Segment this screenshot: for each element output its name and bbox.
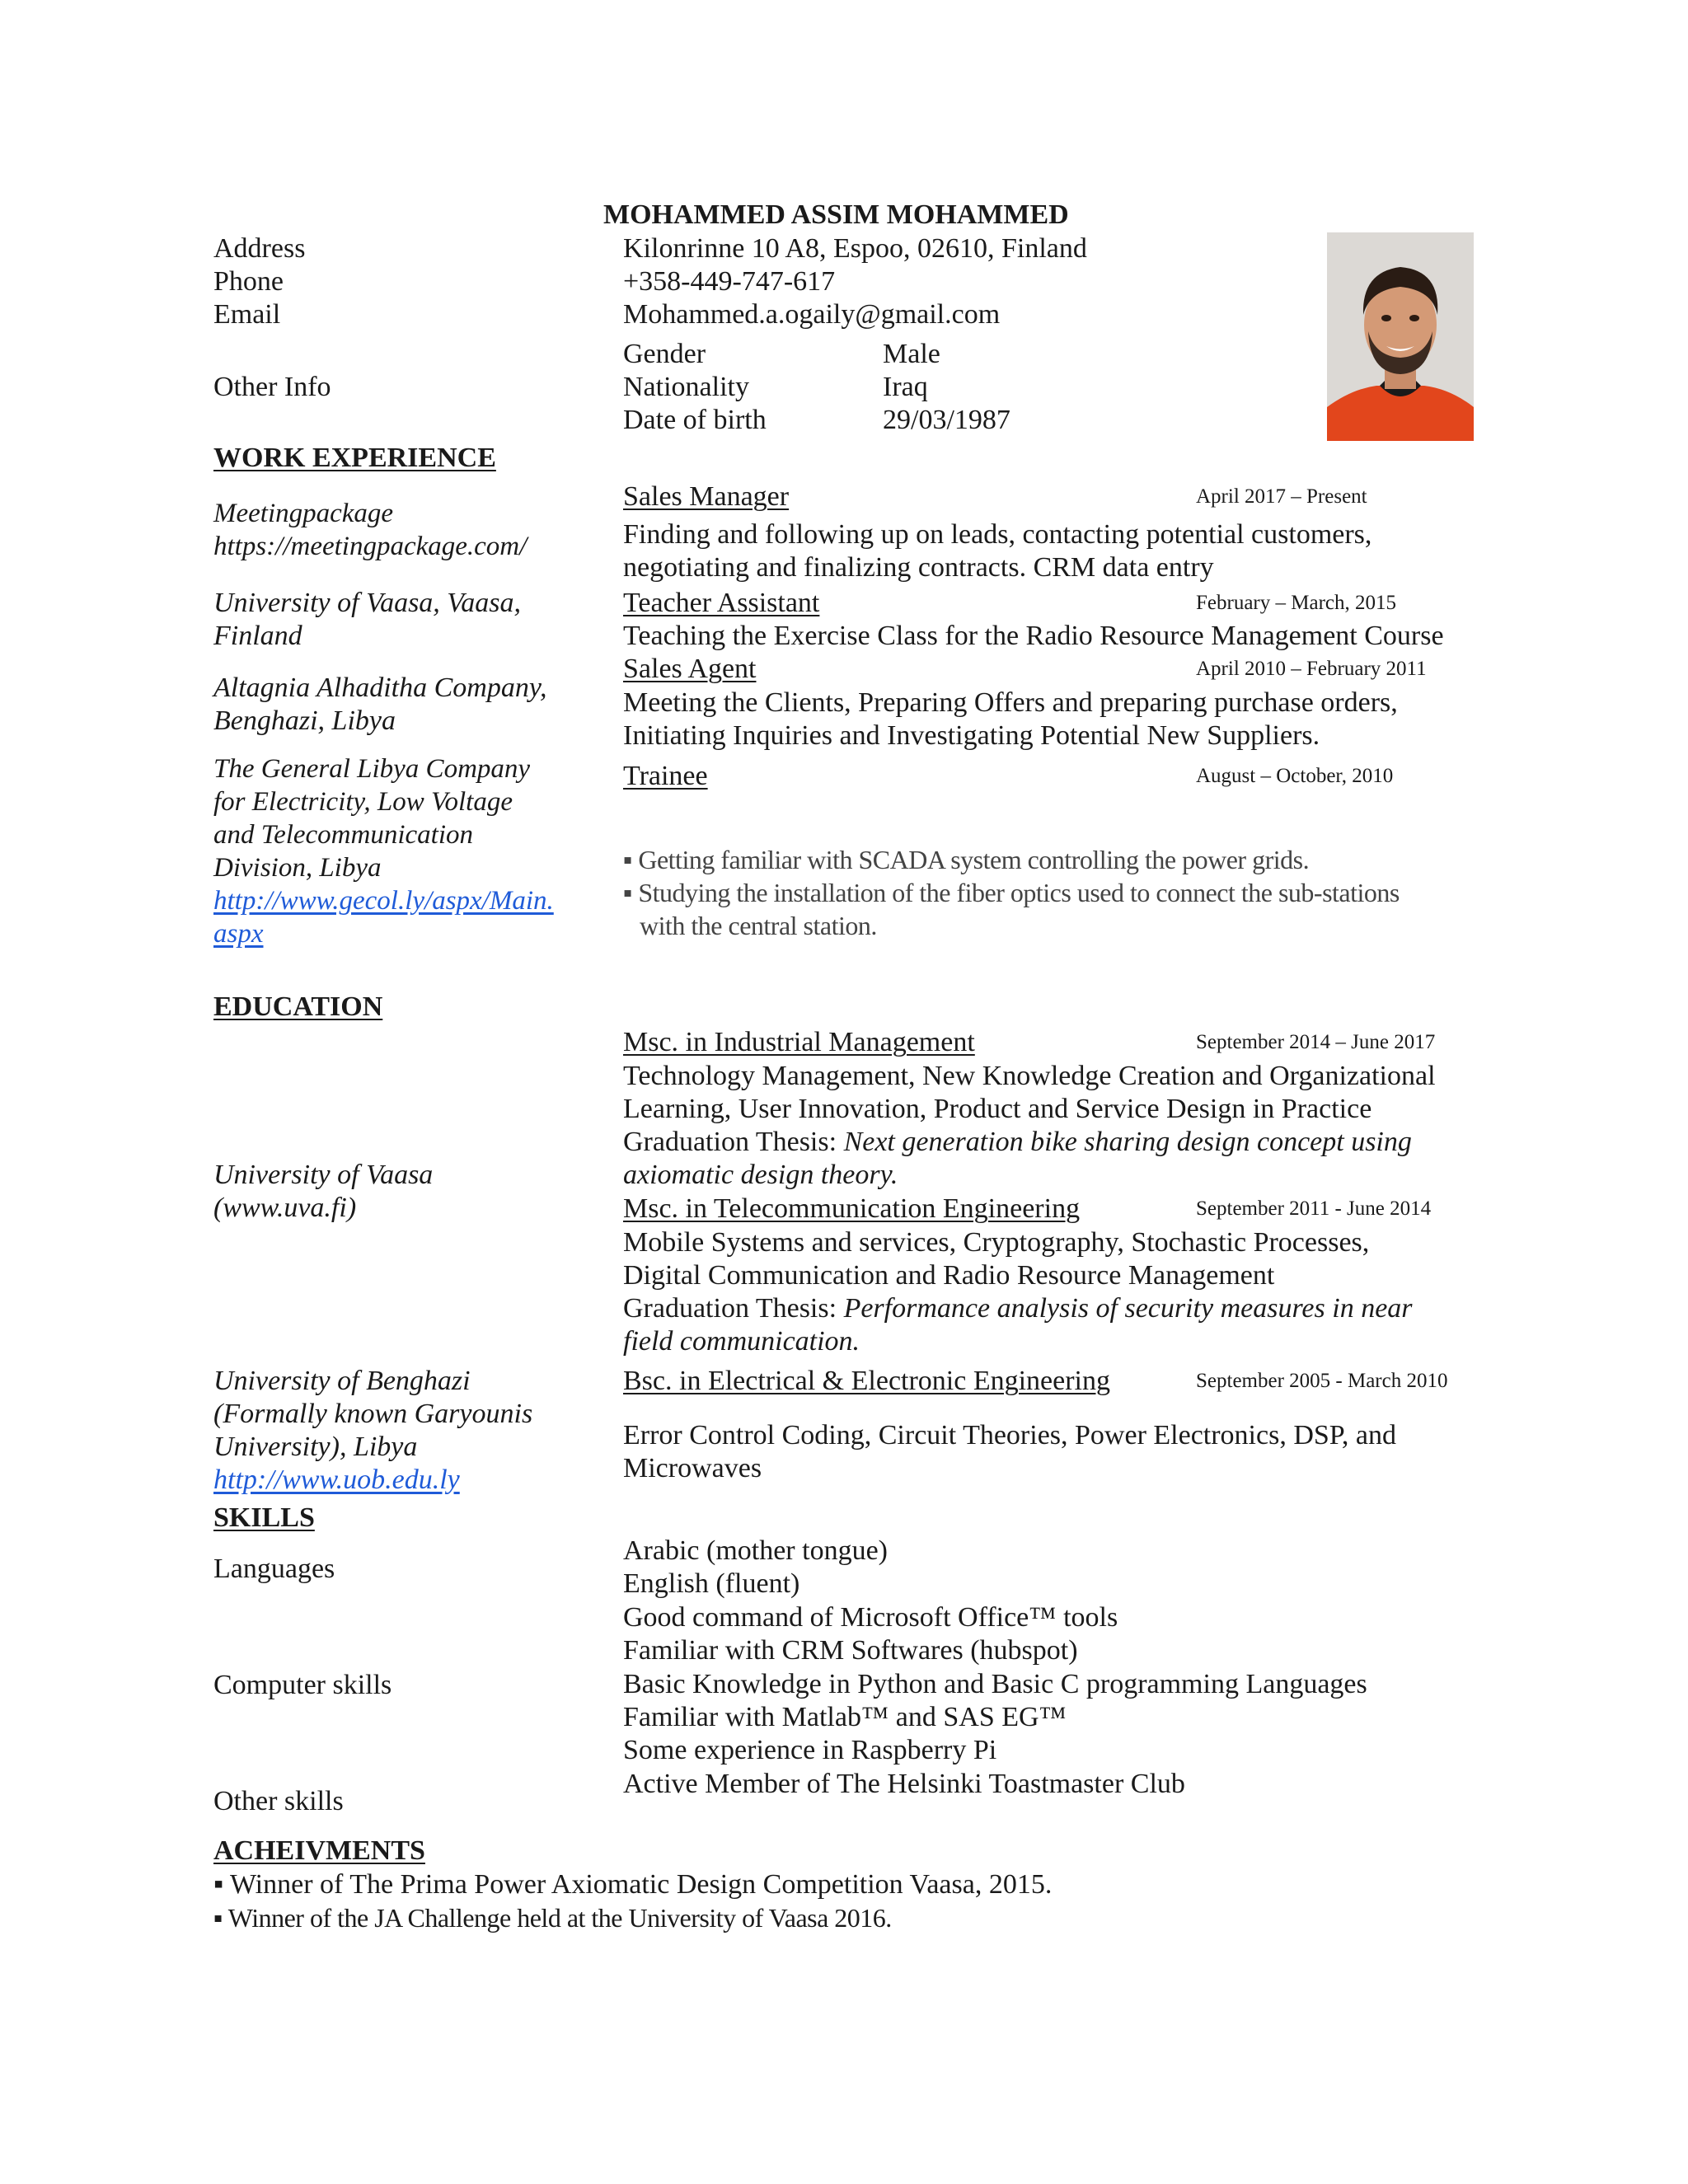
languages-label: Languages	[213, 1554, 335, 1584]
dob-label: Date of birth	[623, 405, 767, 435]
bullet-item: ▪ Studying the installation of the fiber optics used to connect the sub-stations	[623, 878, 1400, 907]
thesis-label: Graduation Thesis:	[623, 1293, 844, 1324]
university-benghazi: University of Benghazi	[213, 1366, 471, 1396]
skill-item: English (fluent)	[623, 1568, 800, 1599]
degree-title: Msc. in Telecommunication Engineering	[623, 1193, 1081, 1224]
thesis-title: Performance analysis of security measures in near	[843, 1293, 1413, 1324]
skill-item: Familiar with CRM Softwares (hubspot)	[623, 1635, 1078, 1666]
section-heading-education: EDUCATION	[213, 991, 383, 1022]
skill-item: Good command of Microsoft Office™ tools	[623, 1602, 1118, 1633]
degree-date: September 2011 - June 2014	[1196, 1197, 1432, 1220]
nationality-value: Iraq	[883, 372, 928, 402]
bullet-item-continuation: with the central station.	[640, 911, 877, 940]
skill-item: Familiar with Matlab™ and SAS EG™	[623, 1702, 1067, 1732]
org-university-vaasa: Finland	[213, 621, 302, 651]
uob-link[interactable]: http://www.uob.edu.ly	[213, 1465, 460, 1495]
phone-label: Phone	[213, 266, 284, 297]
thesis-title: axiomatic design theory.	[623, 1160, 898, 1190]
computer-skills-label: Computer skills	[213, 1670, 392, 1700]
job-title-sales-agent: Sales Agent	[623, 654, 757, 684]
degree-description: Digital Communication and Radio Resource Management	[623, 1260, 1275, 1291]
thesis-label: Graduation Thesis:	[623, 1127, 844, 1157]
degree-description: Error Control Coding, Circuit Theories, Power Electronics, DSP, and	[623, 1420, 1397, 1451]
job-description: Initiating Inquiries and Investigating Potential New Suppliers.	[623, 720, 1320, 751]
job-title-trainee: Trainee	[623, 761, 708, 791]
thesis-title: Next generation bike sharing design concept using	[843, 1127, 1412, 1157]
job-description: negotiating and finalizing contracts. CRM data entry	[623, 552, 1214, 583]
job-date: February – March, 2015	[1196, 592, 1396, 614]
org-university-vaasa: University of Vaasa, Vaasa,	[213, 588, 522, 618]
skill-item: Some experience in Raspberry Pi	[623, 1735, 997, 1765]
university-vaasa-url: (www.uva.fi)	[213, 1193, 357, 1223]
degree-thesis	[623, 1126, 1412, 1159]
org-gecol: Division, Libya	[213, 853, 382, 883]
resume-name: MOHAMMED ASSIM MOHAMMED	[603, 199, 1069, 230]
degree-description: Learning, User Innovation, Product and Service Design in Practice	[623, 1094, 1372, 1124]
other-info-label: Other Info	[213, 372, 331, 402]
org-altagnia: Benghazi, Libya	[213, 705, 396, 736]
address-label: Address	[213, 233, 306, 264]
job-date: April 2017 – Present	[1196, 485, 1367, 508]
org-meetingpackage: Meetingpackage	[213, 499, 394, 528]
gecol-link[interactable]: http://www.gecol.ly/aspx/Main.	[213, 886, 554, 916]
job-title-teacher-assistant: Teacher Assistant	[623, 588, 820, 618]
org-gecol: The General Libya Company	[213, 754, 531, 784]
job-description: Teaching the Exercise Class for the Radio Resource Management Course	[623, 621, 1444, 651]
org-altagnia: Altagnia Alhaditha Company,	[213, 673, 547, 703]
dob-value: 29/03/1987	[883, 405, 1010, 435]
achievement-item: ▪ Winner of the JA Challenge held at the University of Vaasa 2016.	[213, 1903, 892, 1933]
skill-item: Active Member of The Helsinki Toastmaster Club	[623, 1769, 1185, 1799]
achievement-item: ▪ Winner of The Prima Power Axiomatic Design Competition Vaasa, 2015.	[213, 1869, 1053, 1900]
degree-description: Microwaves	[623, 1453, 762, 1483]
job-description: Finding and following up on leads, contacting potential customers,	[623, 519, 1372, 550]
section-heading-achievements: ACHEIVMENTS	[213, 1835, 425, 1866]
job-title-sales-manager: Sales Manager	[623, 481, 790, 512]
email-label: Email	[213, 299, 281, 330]
university-benghazi: University), Libya	[213, 1432, 418, 1462]
org-meetingpackage-url: https://meetingpackage.com/	[213, 532, 528, 561]
address-value: Kilonrinne 10 A8, Espoo, 02610, Finland	[623, 233, 1087, 264]
degree-title: Msc. in Industrial Management	[623, 1027, 975, 1057]
nationality-label: Nationality	[623, 372, 749, 402]
phone-value: +358-449-747-617	[623, 266, 836, 297]
gecol-link[interactable]: aspx	[213, 919, 264, 949]
skill-item: Arabic (mother tongue)	[623, 1535, 888, 1566]
profile-photo	[1327, 232, 1474, 441]
org-gecol: and Telecommunication	[213, 820, 473, 850]
other-skills-label: Other skills	[213, 1786, 344, 1816]
degree-thesis	[623, 1292, 1413, 1325]
degree-title: Bsc. in Electrical & Electronic Engineering	[623, 1366, 1110, 1396]
section-heading-skills: SKILLS	[213, 1502, 315, 1533]
email-value: Mohammed.a.ogaily@gmail.com	[623, 299, 1001, 330]
gender-value: Male	[883, 339, 940, 369]
job-date: August – October, 2010	[1196, 765, 1394, 787]
section-heading-work: WORK EXPERIENCE	[213, 443, 496, 473]
university-benghazi: (Formally known Garyounis	[213, 1399, 533, 1429]
job-date: April 2010 – February 2011	[1196, 658, 1427, 680]
university-vaasa: University of Vaasa	[213, 1160, 434, 1190]
degree-date: September 2005 - March 2010	[1196, 1370, 1448, 1392]
degree-description: Technology Management, New Knowledge Creation and Organizational	[623, 1061, 1436, 1091]
degree-description: Mobile Systems and services, Cryptography, Stochastic Processes,	[623, 1227, 1370, 1258]
job-description: Meeting the Clients, Preparing Offers and preparing purchase orders,	[623, 687, 1398, 718]
skill-item: Basic Knowledge in Python and Basic C programming Languages	[623, 1669, 1367, 1699]
thesis-title: field communication.	[623, 1326, 860, 1357]
gender-label: Gender	[623, 339, 706, 369]
bullet-item: ▪ Getting familiar with SCADA system controlling the power grids.	[623, 845, 1310, 874]
degree-date: September 2014 – June 2017	[1196, 1031, 1436, 1053]
org-gecol: for Electricity, Low Voltage	[213, 787, 513, 817]
